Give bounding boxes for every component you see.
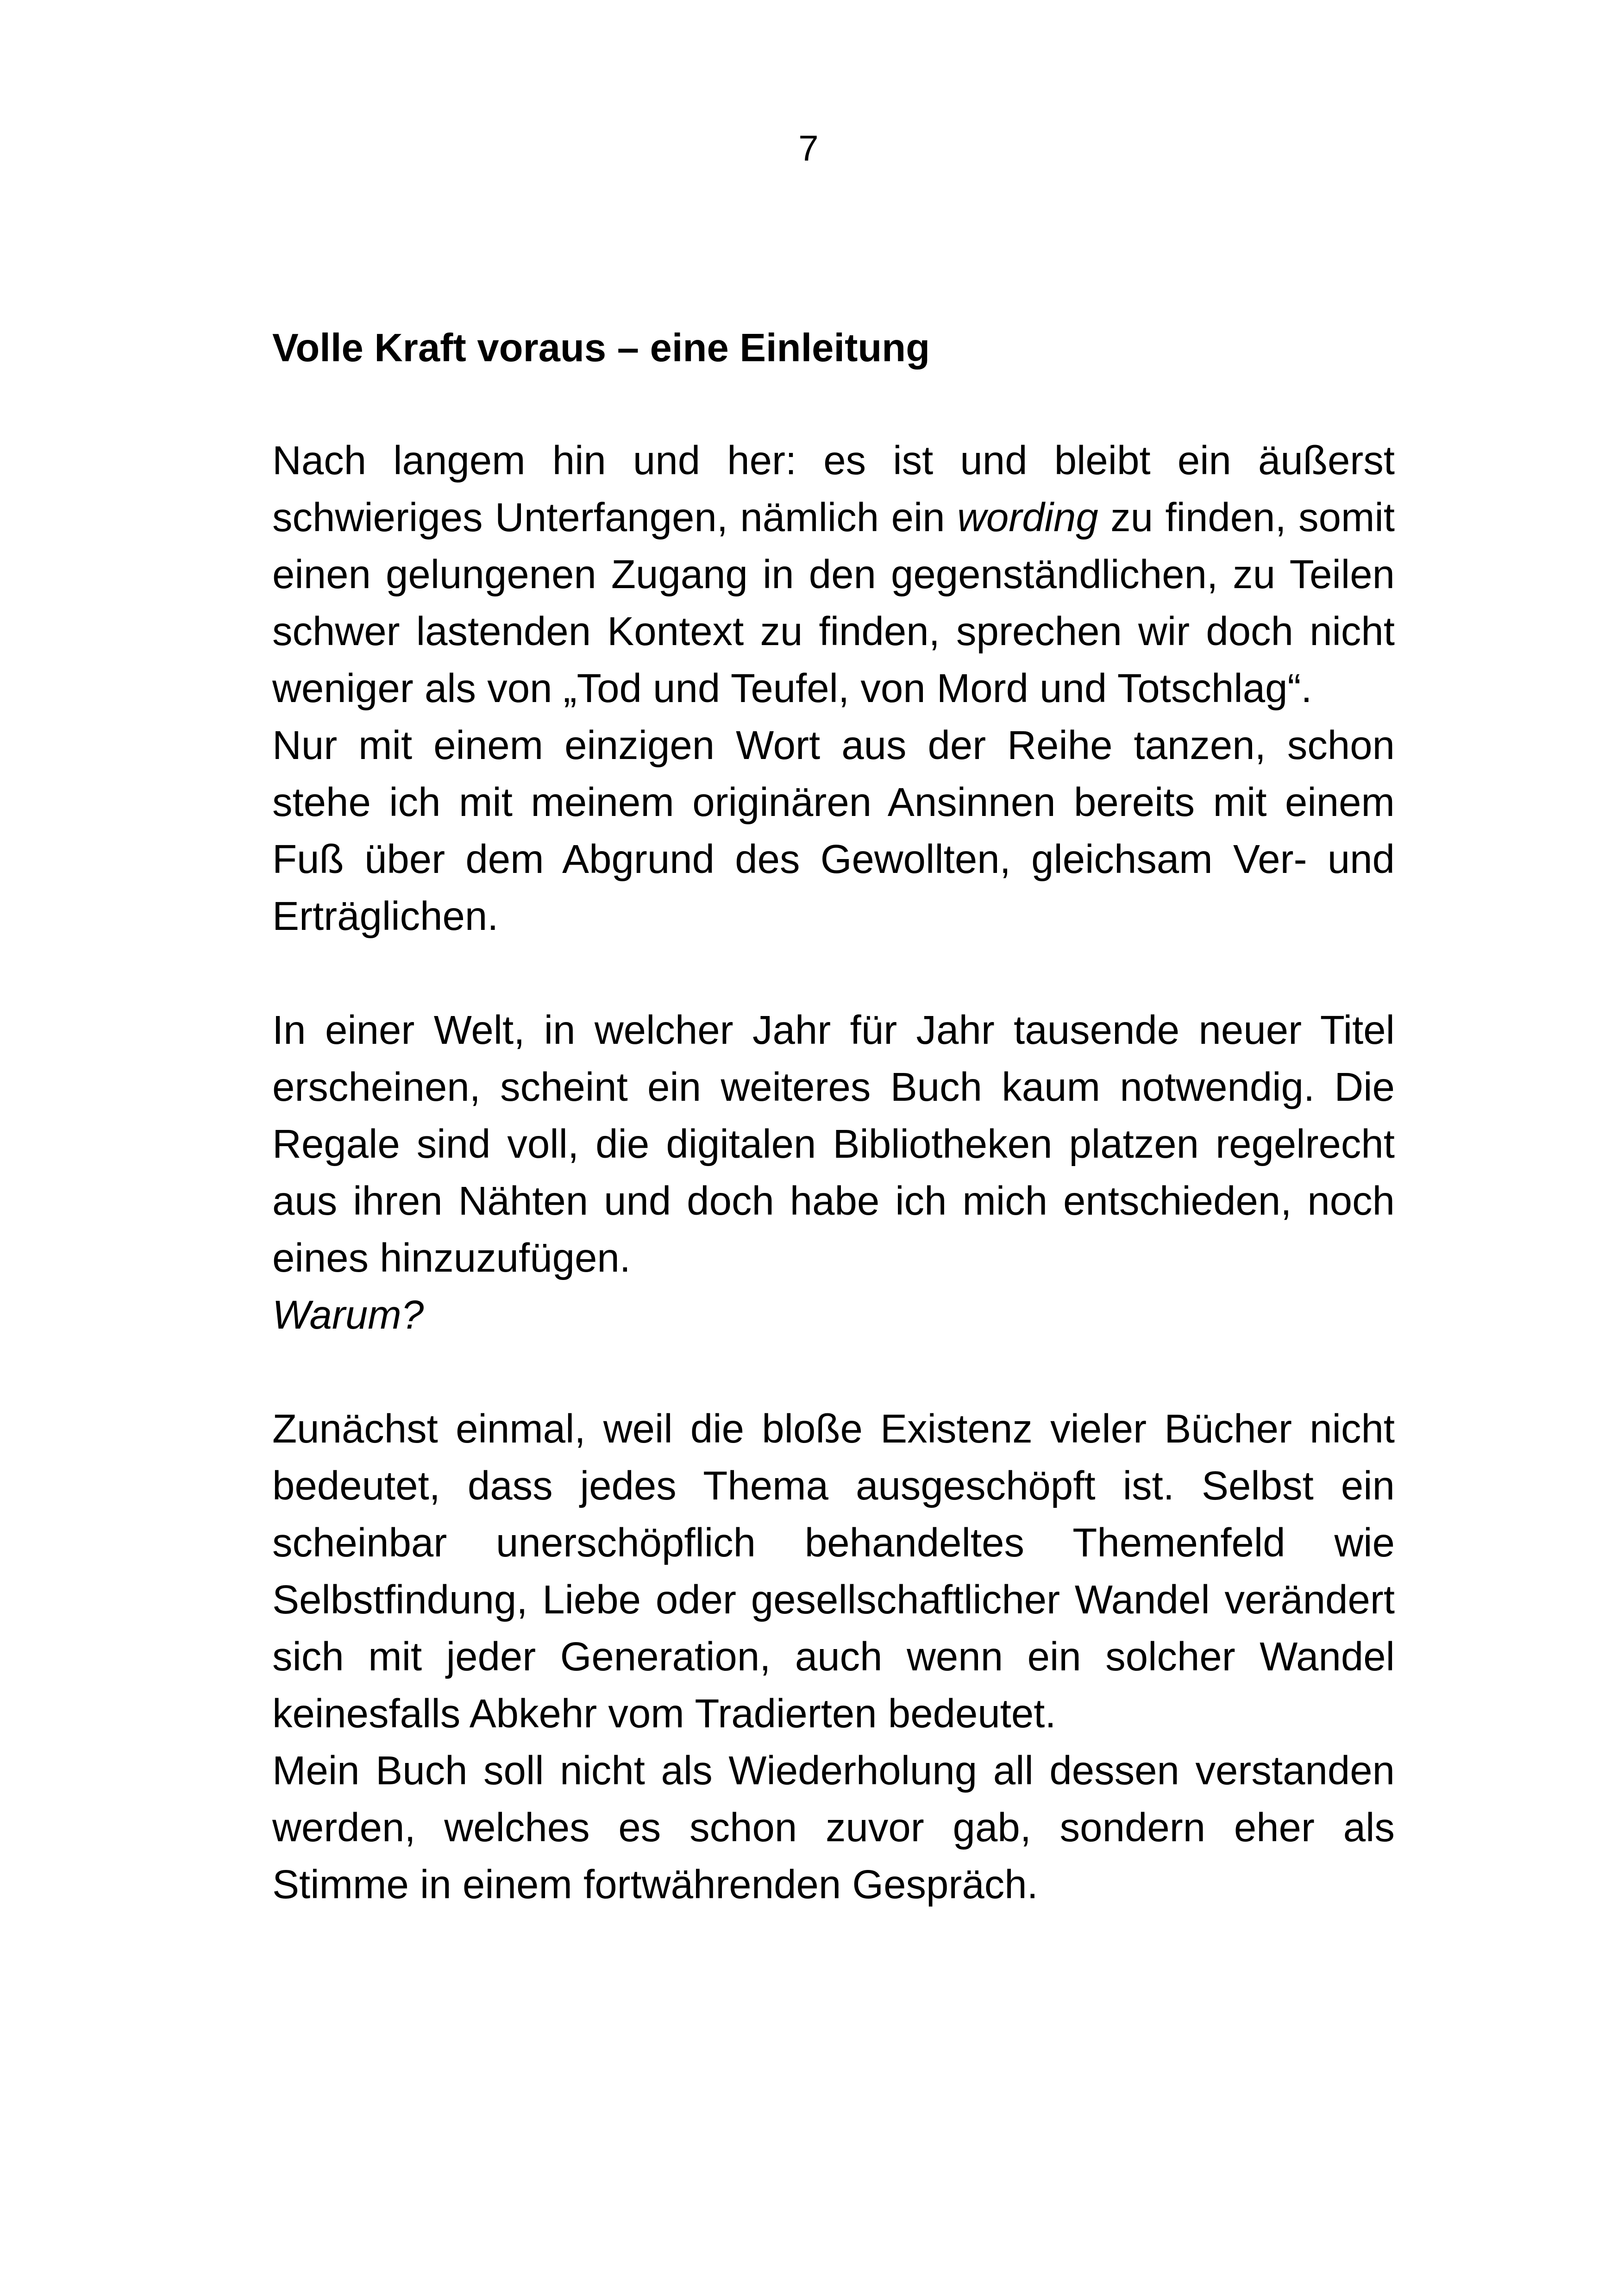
paragraph-intro-text-a: Nach langem hin und her: es ist und bleibt ein äußerst schwieriges Unterfangen, nämlich ein [272, 438, 1395, 540]
page-number: 7 [798, 128, 819, 169]
paragraph-intro [272, 432, 1395, 717]
paragraph-world-of-books: In einer Welt, in welcher Jahr für Jahr tausende neuer Titel erscheinen, scheint ein weiteres Buch kaum notwendig. Die Regale sind voll, die digitalen Bibliotheken platzen regelrecht aus ihren Nähten und doch habe ich mich entschieden, noch eines hinzuzufügen. [272, 1008, 1395, 1280]
page-content [272, 320, 1395, 1913]
paragraph-reasons: Zunächst einmal, weil die bloße Existenz vieler Bücher nicht bedeutet, dass jedes Thema ausgeschöpft ist. Selbst ein scheinbar unerschöpflich behandeltes Themenfeld wie Selbstfindung, Liebe oder gesellschaftlicher Wandel verändert sich mit jeder Generation, auch wenn ein solcher Wandel keinesfalls Abkehr vom Tradierten bedeutet. [272, 1406, 1395, 1736]
chapter-heading: Volle Kraft voraus – eine Einleitung [272, 326, 930, 370]
question-text: Warum? [272, 1292, 424, 1337]
paragraph-question [272, 1286, 1395, 1343]
spacer [272, 945, 1395, 1002]
paragraph-word-choice: Nur mit einem einzigen Wort aus der Reihe tanzen, schon stehe ich mit meinem originären Ansinnen bereits mit einem Fuß über dem Abgrund des Gewollten, gleichsam Ver- und Erträglichen. [272, 723, 1395, 939]
spacer [272, 1343, 1395, 1400]
spacer [272, 376, 1395, 432]
paragraph-purpose: Mein Buch soll nicht als Wiederholung all dessen verstanden werden, welches es schon zuvor gab, sondern eher als Stimme in einem fortwährenden Gespräch. [272, 1748, 1395, 1907]
paragraph-intro-emphasis: wording [957, 495, 1098, 540]
paragraph-intro-text-b: zu finden, somit einen gelungenen Zugang in den gegenständlichen, zu Teilen schwer lastenden Kontext zu finden, sprechen wir doch nicht weniger als von „Tod und Teufel, von Mord und Totschlag“. [272, 495, 1395, 711]
